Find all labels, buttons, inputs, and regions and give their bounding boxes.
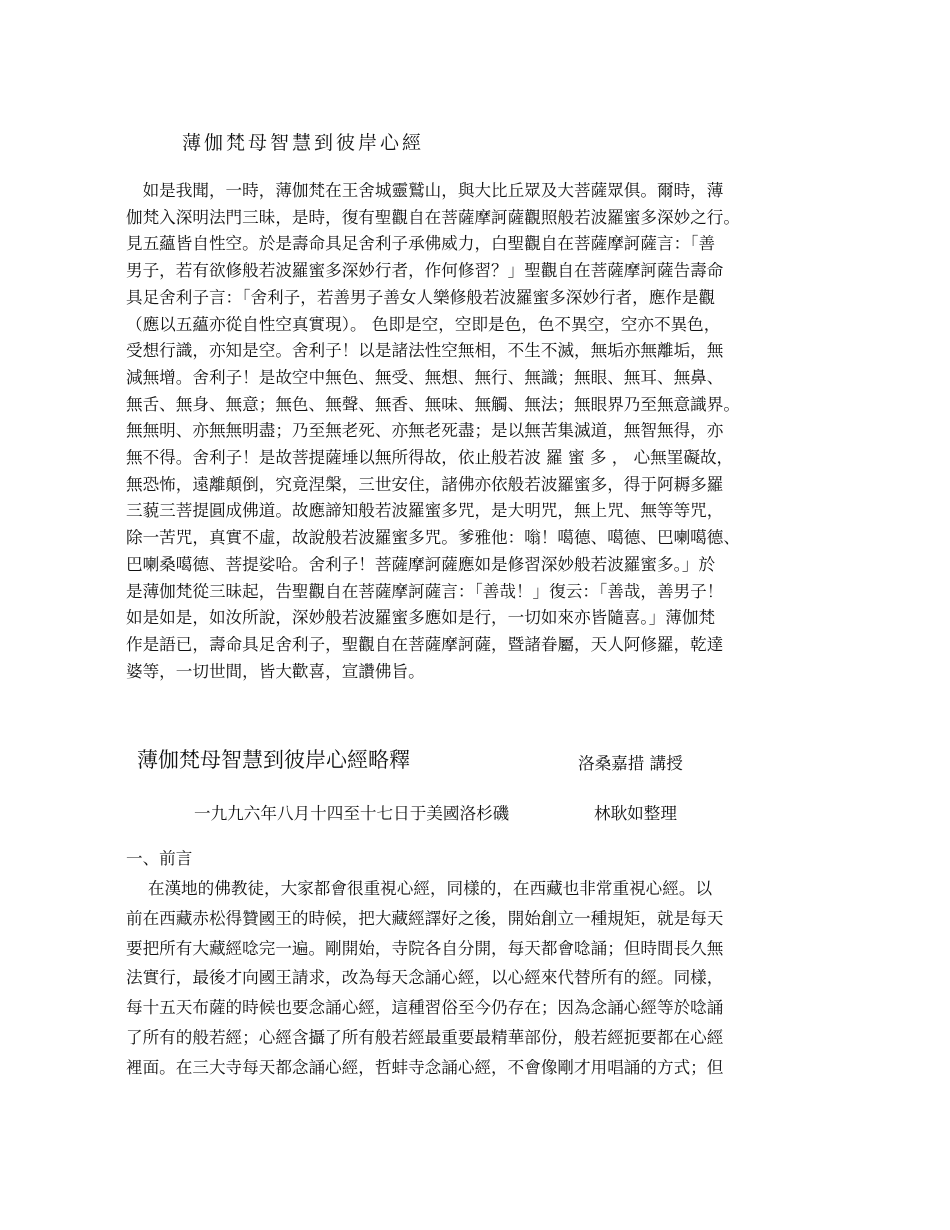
commentary-line: 法實行，最後才向國王請求，改為每天念誦心經，以心經來代替所有的經。同樣，: [126, 968, 724, 988]
lecturer-credit: 洛桑嘉措 講授: [578, 754, 683, 773]
sutra-line: 無恐怖，遠離顛倒，究竟涅槃，三世安住，諸佛亦依般若波羅蜜多，得于阿耨多羅: [126, 474, 724, 494]
sutra-line: 伽梵入深明法門三昧，是時，復有聖觀自在菩薩摩訶薩觀照般若波羅蜜多深妙之行。: [126, 207, 740, 227]
sutra-line: 巴喇桑噶德、菩提娑哈。舍利子！菩薩摩訶薩應如是修習深妙般若波羅蜜多。」於: [126, 554, 716, 574]
sutra-line: 見五蘊皆自性空。於是壽命具足舍利子承佛威力，白聖觀自在菩薩摩訶薩言：「善: [126, 234, 716, 254]
sutra-text: [126, 178, 841, 685]
sutra-line: 三藐三菩提圓成佛道。故應諦知般若波羅蜜多咒，是大明咒，無上咒、無等等咒，: [126, 501, 724, 521]
sutra-line: 如是我聞，一時，薄伽梵在王舍城靈鷲山，與大比丘眾及大菩薩眾俱。爾時，薄: [126, 181, 724, 200]
commentary-line: 裡面。在三大寺每天都念誦心經，哲蚌寺念誦心經，不會像剛才用唱誦的方式；但: [126, 1057, 724, 1077]
commentary-line: 了所有的般若經；心經含攝了所有般若經最重要最精華部份，般若經扼要都在心經: [126, 1027, 724, 1047]
sutra-line: 受想行識，亦知是空。舍利子！以是諸法性空無相，不生不滅，無垢亦無離垢，無: [126, 341, 724, 361]
commentary-line: 前在西藏赤松得贊國王的時候，把大藏經譯好之後，開始創立一種規矩，就是每天: [126, 908, 724, 928]
commentary-line: 要把所有大藏經唸完一遍。剛開始，寺院各自分開，每天都會唸誦；但時間長久無: [126, 938, 724, 958]
sutra-line: 是薄伽梵從三昧起，告聖觀自在菩薩摩訶薩言：「善哉！」復云：「善哉，善男子！: [126, 581, 724, 601]
sutra-line: 如是如是，如汝所說，深妙般若波羅蜜多應如是行，一切如來亦皆隨喜。」薄伽梵: [126, 608, 716, 628]
sutra-line: 男子，若有欲修般若波羅蜜多深妙行者，作何修習？」聖觀自在菩薩摩訶薩告壽命: [126, 261, 724, 281]
commentary-text: [126, 874, 841, 1083]
commentary-line: 在漢地的佛教徒，大家都會很重視心經，同樣的，在西藏也非常重視心經。以: [126, 879, 713, 898]
sutra-line: （應以五蘊亦從自性空真實現）。 色即是空，空即是色，色不異空，空亦不異色，: [126, 314, 721, 334]
editor-credit: 林耿如整理: [594, 804, 677, 823]
sutra-line: 無無明、亦無無明盡；乃至無老死、亦無老死盡；是以無苦集滅道，無智無得，亦: [126, 421, 724, 441]
sutra-line: 具足舍利子言：「舍利子，若善男子善女人樂修般若波羅蜜多深妙行者，應作是觀: [126, 287, 716, 307]
section-heading: 一、前言: [126, 849, 193, 868]
sutra-line: 除一苦咒，真實不虛，故說般若波羅蜜多咒。爹雅他：嗡！噶德、噶德、巴喇噶德、: [126, 528, 740, 548]
sutra-line: 婆等，一切世間，皆大歡喜，宣讚佛旨。: [126, 661, 425, 681]
commentary-title: 薄伽梵母智慧到彼岸心經略釋: [137, 748, 410, 772]
sutra-line: 減無增。舍利子！是故空中無色、無受、無想、無行、無識；無眼、無耳、無鼻、: [126, 367, 724, 387]
sutra-line: 無舌、無身、無意；無色、無聲、無香、無味、無觸、無法；無眼界乃至無意識界。: [126, 394, 740, 414]
sutra-line: 作是語已，壽命具足舍利子，聖觀自在菩薩摩訶薩，暨諸眷屬，天人阿修羅，乾達: [126, 634, 724, 654]
commentary-line: 每十五天布薩的時候也要念誦心經，這種習俗至今仍存在；因為念誦心經等於唸誦: [126, 998, 724, 1018]
sutra-title: 薄伽梵母智慧到彼岸心經: [182, 132, 425, 154]
lecture-dateline: 一九九六年八月十四至十七日于美國洛杉磯: [194, 804, 510, 823]
sutra-line: 無不得。舍利子！是故菩提薩埵以無所得故，依止般若波 羅 蜜 多 ， 心無罣礙故，: [126, 448, 734, 468]
